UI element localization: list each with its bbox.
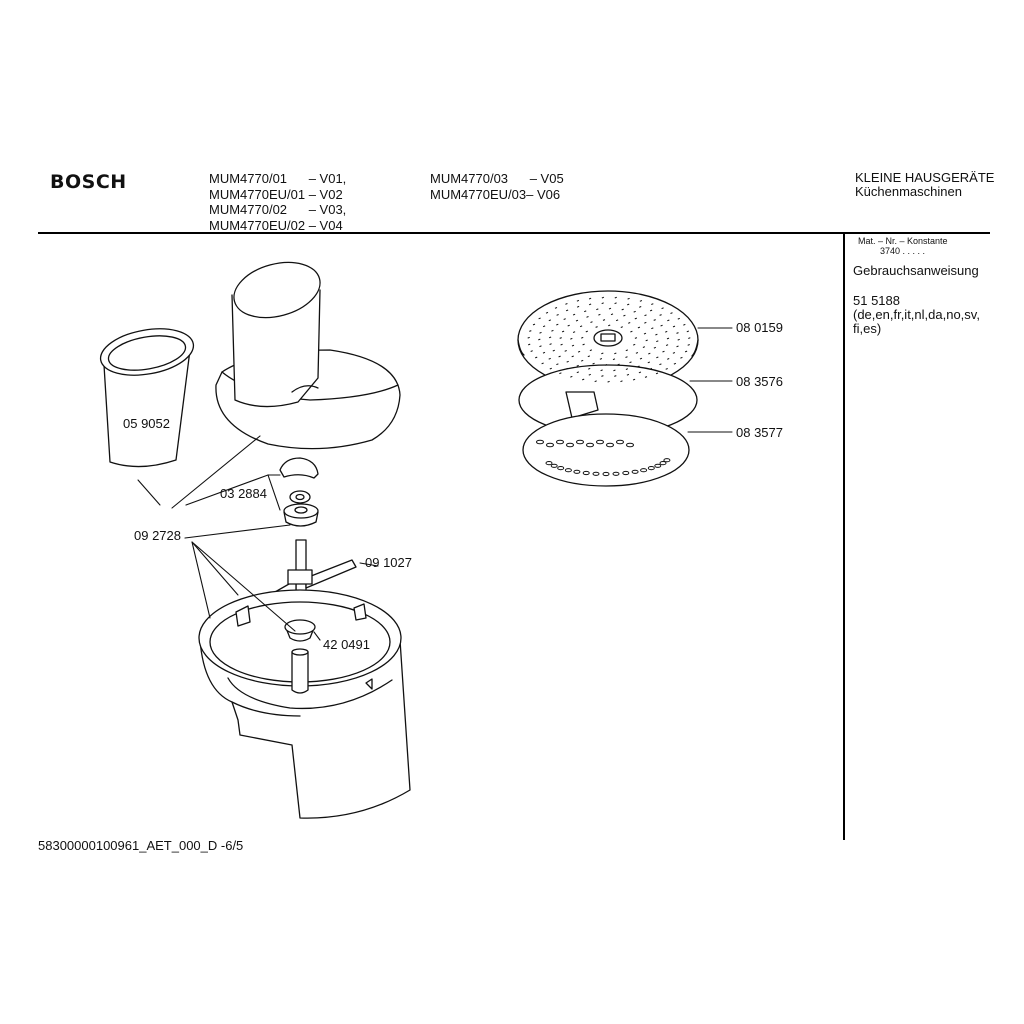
part-label-080159: 08 0159: [736, 320, 783, 335]
mat-value: 3740 . . . . .: [880, 246, 926, 256]
part-label-083576: 08 3576: [736, 374, 783, 389]
doc-title: Gebrauchsanweisung: [853, 263, 979, 278]
pusher-sleeve-drawing: [97, 322, 197, 466]
model-line: MUM4770EU/03– V06: [430, 186, 561, 202]
document-code: 58300000100961_AET_000_D -6/5: [38, 838, 244, 853]
part-label-091027: 09 1027: [365, 555, 412, 570]
doc-number: 51 5188: [853, 293, 900, 308]
mat-label: Mat. – Nr. – Konstante: [858, 236, 948, 246]
brand-logo: BOSCH: [50, 171, 127, 193]
drive-cap-drawing: [280, 458, 318, 478]
coupling-drawing: [284, 491, 318, 526]
model-line: MUM4770EU/02 – V04: [209, 217, 343, 233]
subcategory: Küchenmaschinen: [855, 184, 962, 199]
model-line: MUM4770/02 – V03,: [209, 202, 347, 217]
doc-languages-1: (de,en,fr,it,nl,da,no,sv,: [853, 307, 980, 322]
part-label-420491: 42 0491: [323, 637, 370, 652]
doc-languages-2: fi,es): [853, 321, 882, 336]
part-label-083577: 08 3577: [736, 425, 783, 440]
part-label-059052: 05 9052: [123, 416, 170, 431]
part-label-092728: 09 2728: [134, 528, 181, 543]
model-line: MUM4770/01 – V01,: [209, 171, 347, 186]
model-line: MUM4770EU/01 – V02: [209, 186, 343, 202]
part-label-032884: 03 2884: [220, 486, 267, 501]
category: KLEINE HAUSGERÄTE: [855, 170, 995, 185]
model-line: MUM4770/03 – V05: [430, 171, 564, 186]
lid-drawing: [216, 253, 400, 448]
